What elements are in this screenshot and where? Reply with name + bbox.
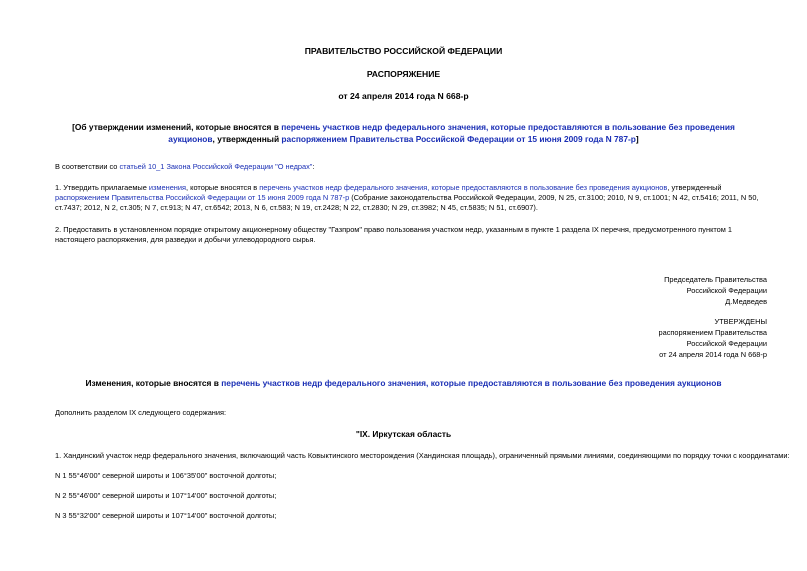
section-item-1: 1. Хандинский участок недр федерального значения, включающий часть Ковыктинского месторождения (Хандинская площадь), ограниченный прямыми линиями, соединяющими по порядку точки с координатами: [55,451,790,460]
approved-date: от 24 апреля 2014 года N 668-р [659,350,767,359]
changes-title-link[interactable]: перечень участков недр федерального значения, которые предоставляются в пользование без проведения аукционов [221,378,722,388]
coordinate-point: N 3 55°32'00" северной широты и 107°14'00" восточной долготы; [55,511,277,520]
preamble [55,162,315,172]
item-1-text-a: 1. Утвердить прилагаемые [55,183,149,192]
document-title [50,121,757,145]
signature-block [664,274,767,307]
approved-country: Российской Федерации [686,339,767,348]
coordinate-point: N 2 55°46'00" северной широты и 107°14'00" восточной долготы; [55,491,277,500]
item-1-order-link[interactable]: распоряжением Правительства Российской Федерации от 15 июня 2009 года N 787-р [55,193,350,202]
preamble-colon: : [312,162,315,171]
preamble-law-link[interactable]: статьей 10_1 Закона Российской Федерации "О недрах" [119,162,313,171]
document-date-number: от 24 апреля 2014 года N 668-р [338,91,469,101]
coordinate-point: N 1 55°46'00" северной широты и 106°35'00" восточной долготы; [55,471,277,480]
item-1-text-c: , утвержденный [667,183,722,192]
approved-label: УТВЕРЖДЕНЫ [714,317,767,326]
supplement-text: Дополнить разделом IX следующего содержания: [55,408,227,417]
section-heading: "IX. Иркутская область [355,429,452,439]
item-1-changes-link[interactable]: изменения [148,183,187,192]
signature-position: Председатель Правительства [664,275,767,284]
government-heading: ПРАВИТЕЛЬСТВО РОССИЙСКОЙ ФЕДЕРАЦИИ [304,46,503,56]
changes-title [0,378,807,388]
signature-name: Д.Медведев [725,297,767,306]
item-2-paragraph: 2. Предоставить в установленном порядке открытому акционерному обществу "Газпром" право пользования участком недр, указанным в пункте 1 раздела IX перечня, предусмотренного пунктом 1 настоящего распоряжения, для разведки и добычи углеводородного сырья. [55,225,733,244]
title-mid-text: , утвержденный [212,134,282,144]
approved-by: распоряжением Правительства [658,328,767,337]
changes-title-text: Изменения, которые вносятся в [85,378,222,388]
title-open-text: [Об утверждении изменений, которые вносятся в [72,122,282,132]
title-link-list[interactable]: перечень участков недр федерального значения, которые предоставляются в пользование без проведения аукционов [168,122,735,144]
document-type: РАСПОРЯЖЕНИЕ [366,69,441,79]
title-link-order[interactable]: распоряжением Правительства Российской Федерации от 15 июня 2009 года N 787-р [281,134,636,144]
signature-country: Российской Федерации [686,286,767,295]
title-close-text: ] [635,134,639,144]
item-1-text-d: (Собрание законодательства Российской Федерации, 2009, N 25, ст.3100; 2010, N 9, ст.1001; N 42, ст.5416; 2011, N 50, ст.7437; 2012, N 2, ст.305; N 7, ст.913; N 47, ст.6542; 2013, N 6, ст.583; N 19, ст.2428; N 22, ст.2830; N 29, ст.3982; N 45, ст.5835; N 51, ст.6907). [55,193,759,212]
item-1-list-link[interactable]: перечень участков недр федерального значения, которые предоставляются в пользование без проведения аукционов [259,183,668,192]
approved-block [658,316,767,360]
item-1-text-b: , которые вносятся в [186,183,260,192]
preamble-text: В соответствии со [55,162,120,171]
item-1-paragraph [55,183,768,213]
